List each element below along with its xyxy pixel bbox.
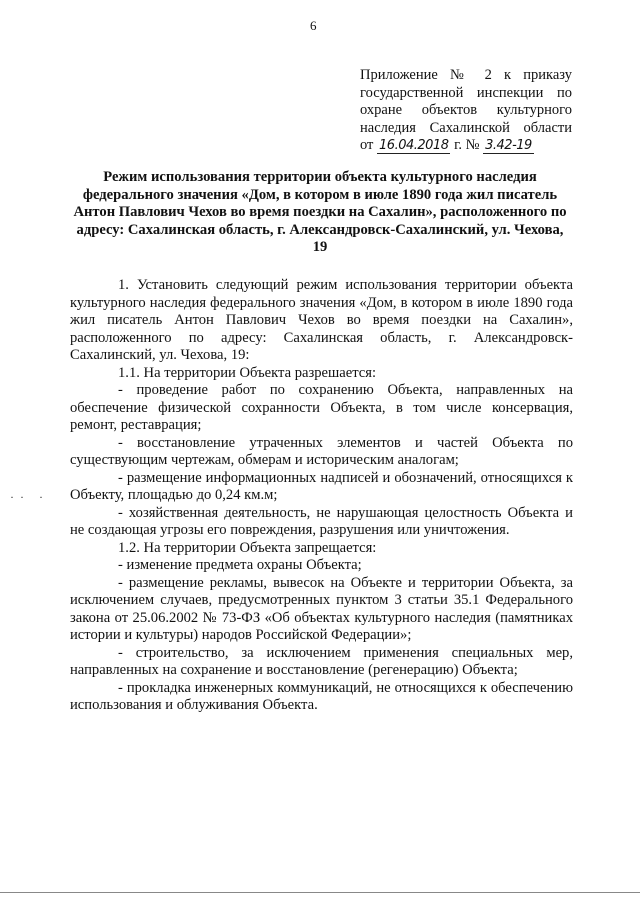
document-title: Режим использования территории объекта культурного наследия федерального значения «Дом, в котором в июле 1890 года жил писатель Антон Павлович Чехов во время поездки на Сахалин», расположенного по адресу: Сахалинская область, г. Александровск-Сахалинский, ул. Чехова, 19 [73,169,567,255]
prohibited-item-2: - размещение рекламы, вывесок на Объекте и территории Объекта, за исключением случаев, предусмотренных пунктом 3 статьи 35.1 Федерального закона от 25.06.2002 № 73-ФЗ «Об объектах культурного наследия (памятниках истории и культуры) народов Российской Федерации»; [70,574,573,643]
document-body [70,277,573,715]
annex-header [360,67,572,155]
prohibited-item-1: - изменение предмета охраны Объекта; [118,557,362,573]
permitted-item-4: - хозяйственная деятельность, не нарушающая целостность Объекта и не создающая угрозы его повреждения, разрушения или уничтожения. [70,504,573,538]
annex-line-5 [360,137,572,155]
handwritten-date: 16.04.2018 [379,138,449,153]
margin-marks: ·· · [10,490,49,504]
annex-from-prefix: от [360,137,374,153]
paragraph-1-1: 1.1. На территории Объекта разрешается: [118,364,377,381]
scan-edge-line [0,892,640,893]
paragraph-1: 1. Установить следующий режим использования территории объекта культурного наследия федерального значения «Дом, в котором в июле 1890 года жил писатель Антон Павлович Чехов во время поездки на Сахалин», расположенного по адресу: Сахалинская область, г. Александровск-Сахалинский, ул. Чехова, 19: [70,277,573,363]
permitted-item-2: - восстановление утраченных элементов и частей Объекта по существующим чертежам, обмерам и историческим аналогам; [70,434,573,468]
paragraph-1-2: 1.2. На территории Объекта запрещается: [118,539,377,556]
annex-number-prefix: г. № [454,137,480,153]
permitted-item-3: - размещение информационных надписей и обозначений, относящихся к Объекту, площадью до 0,24 км.м; [70,469,573,503]
annex-line-3: охране объектов культурного [360,102,572,118]
annex-line-2: государственной инспекции по [360,84,572,101]
annex-line-1: Приложение № 2 к приказу [360,67,572,83]
permitted-item-1: - проведение работ по сохранению Объекта, направленных на обеспечение физической сохранности Объекта, в том числе консервация, ремонт, реставрация; [70,382,573,433]
annex-line-4: наследия Сахалинской области [360,119,572,136]
page-number: 6 [310,18,317,33]
prohibited-item-4: - прокладка инженерных коммуникаций, не относящихся к обеспечению использования и облуживания Объекта. [70,679,573,713]
prohibited-item-3: - строительство, за исключением применения специальных мер, направленных на сохранение и восстановление (регенерацию) Объекта; [70,644,573,678]
handwritten-number: 3.42-19 [485,138,532,153]
